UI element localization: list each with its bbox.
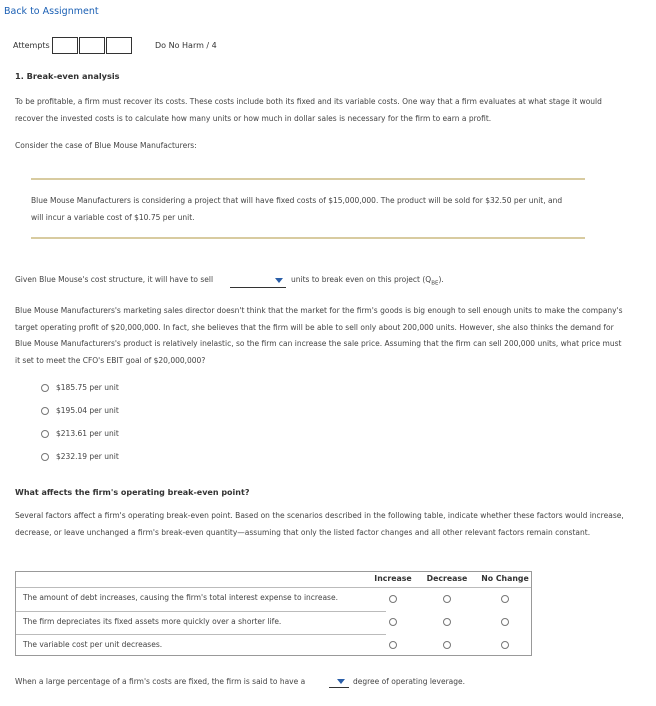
row2-increase-radio[interactable] <box>389 618 397 626</box>
row1-decrease-radio[interactable] <box>443 595 451 603</box>
consider-text: Consider the case of Blue Mouse Manufacturers: <box>15 141 197 150</box>
column-header-increase: Increase <box>374 574 412 583</box>
attempt-box-2 <box>79 37 105 54</box>
scenario-bottom-rule <box>31 237 585 239</box>
breakeven-suffix: units to break even on this project $(Q_{BE})$. <box>291 275 444 287</box>
attempt-box-3 <box>106 37 132 54</box>
breakeven-units-dropdown[interactable] <box>230 276 286 288</box>
column-header-decrease: Decrease <box>426 574 468 583</box>
table-row-rule <box>16 611 386 612</box>
attempt-box-1 <box>52 37 78 54</box>
row1-increase-radio[interactable] <box>389 595 397 603</box>
price-option-3[interactable]: $213.61 per unit <box>41 429 119 438</box>
marketing-paragraph: Blue Mouse Manufacturers's marketing sales director doesn't think that the market for the firm's goods is big enough to sell enough units to make the company's target operating profit of $20,000,000. In fact, she believes that the firm will be able to sell only about 200,000 units. However, she also thinks the demand for Blue Mouse Manufacturers's product is relatively inelastic, so the firm can increase the sale price. Assuming that the firm can sell 200,000 units, what price must it set to meet the CFO's EBIT goal of $20,000,000? <box>15 306 623 365</box>
row2-no-change-radio[interactable] <box>501 618 509 626</box>
dropdown-caret-icon <box>337 679 345 684</box>
column-header-no-change: No Change <box>481 574 529 583</box>
table-header-rule <box>16 587 531 588</box>
row3-no-change-radio[interactable] <box>501 641 509 649</box>
score-label: Do No Harm / 4 <box>155 41 217 50</box>
row3-increase-radio[interactable] <box>389 641 397 649</box>
table-row-label: The amount of debt increases, causing the firm's total interest expense to increase. <box>23 593 338 602</box>
table-row-label: The variable cost per unit decreases. <box>23 640 163 649</box>
dropdown-caret-icon <box>275 278 283 283</box>
radio-icon[interactable] <box>41 453 49 461</box>
price-option-1[interactable]: $185.75 per unit <box>41 383 119 392</box>
price-option-2[interactable]: $195.04 per unit <box>41 406 119 415</box>
row3-decrease-radio[interactable] <box>443 641 451 649</box>
radio-icon[interactable] <box>41 384 49 392</box>
table-row-label: The firm depreciates its fixed assets more quickly over a shorter life. <box>23 617 282 626</box>
row1-no-change-radio[interactable] <box>501 595 509 603</box>
breakeven-prefix: Given Blue Mouse's cost structure, it will have to sell <box>15 275 214 284</box>
back-to-assignment-link[interactable]: Back to Assignment <box>4 6 99 17</box>
attempts-label: Attempts <box>13 41 50 50</box>
scenario-text: Blue Mouse Manufacturers is considering a project that will have fixed costs of $15,000,000. The product will be sold for $32.50 per unit, and will incur a variable cost of $10.75 per unit. <box>31 196 563 222</box>
question-title: 1. Break-even analysis <box>15 71 120 81</box>
intro-paragraph: To be profitable, a firm must recover its costs. These costs include both its fixed and its variable costs. One way that a firm evaluates at what stage it would recover the invested costs is to calculate how many units or how much in dollar sales is necessary for the firm to earn a profit. <box>15 97 602 123</box>
row2-decrease-radio[interactable] <box>443 618 451 626</box>
factors-title: What affects the firm's operating break-even point? <box>15 488 250 497</box>
leverage-dropdown[interactable] <box>329 678 349 688</box>
leverage-prefix: When a large percentage of a firm's costs are fixed, the firm is said to have a <box>15 677 306 686</box>
leverage-suffix: degree of operating leverage. <box>353 677 466 686</box>
radio-icon[interactable] <box>41 430 49 438</box>
scenario-top-rule <box>31 178 585 180</box>
radio-icon[interactable] <box>41 407 49 415</box>
factors-description: Several factors affect a firm's operating break-even point. Based on the scenarios described in the following table, indicate whether these factors would increase, decrease, or leave unchanged a firm's break-even quantity—assuming that only the listed factor changes and all other relevant factors remain constant. <box>15 511 624 537</box>
table-row-rule <box>16 634 386 635</box>
price-option-4[interactable]: $232.19 per unit <box>41 452 119 461</box>
